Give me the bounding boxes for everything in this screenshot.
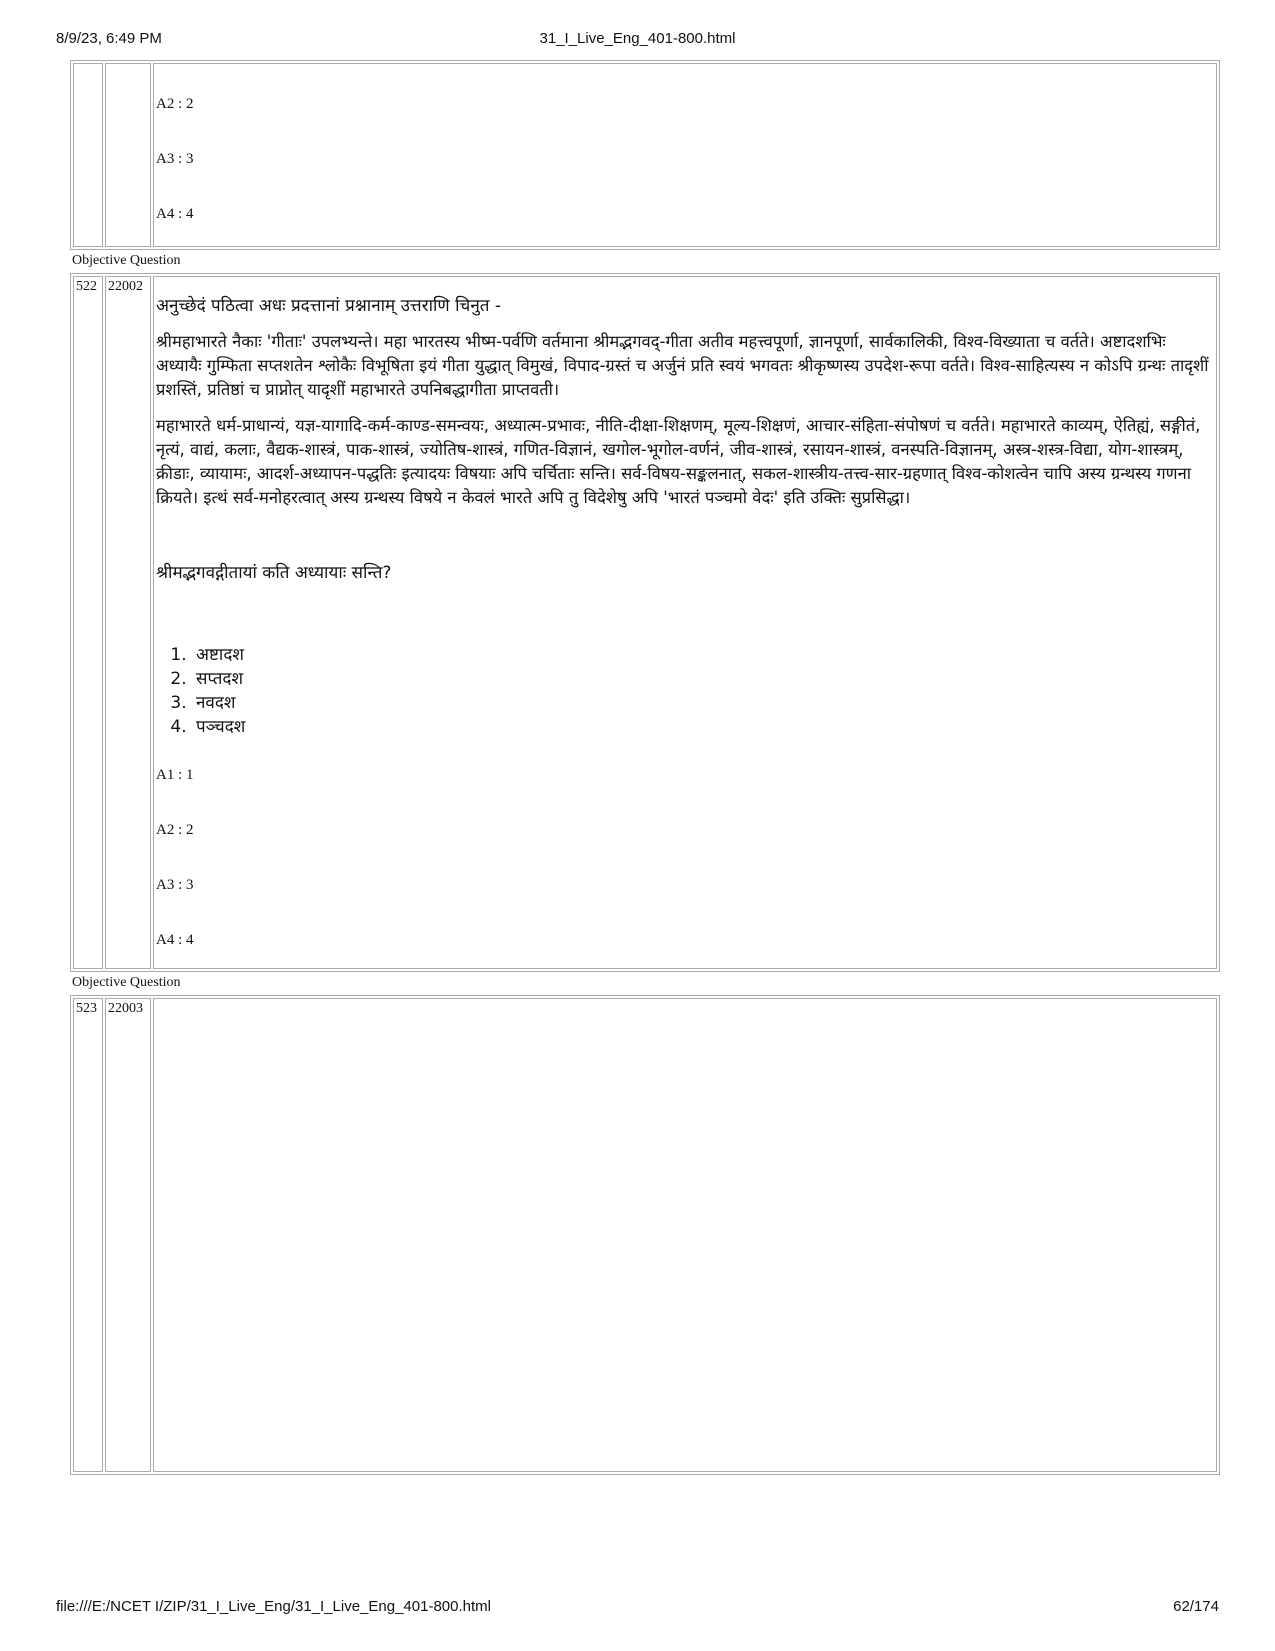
question-document — [70, 60, 1220, 1475]
print-datetime: 8/9/23, 6:49 PM — [56, 30, 162, 47]
question-content — [153, 998, 1217, 1472]
option-4: 4. पञ्चदश — [192, 715, 1214, 739]
question-522 — [70, 273, 1220, 972]
question-521-tail — [70, 60, 1220, 250]
question-id: 22002 — [105, 276, 151, 969]
answer-option-2: A2 : 2 — [156, 96, 194, 112]
passage-paragraph-2: महाभारते धर्म-प्राधान्यं, यज्ञ-यागादि-कर्म-काण्ड-समन्वयः, अध्यात्म-प्रभावः, नीति-दीक्षा-शिक्षणम्, मूल्य-शिक्षणं, आचार-संहिता-संपोषणं च वर्तते। महाभारते काव्यम्, ऐतिह्यं, सङ्गीतं, नृत्यं, वाद्यं, कलाः, वैद्यक-शास्त्रं, पाक-शास्त्रं, ज्योतिष-शास्त्रं, गणित-विज्ञानं, खगोल-भूगोल-वर्णनं, जीव-शास्त्रं, रसायन-शास्त्रं, वनस्पति-विज्ञानम्, अस्त्र-शस्त्र-विद्या, योग-शास्त्रम्, क्रीडाः, व्यायामः, आदर्श-अध्यापन-पद्धतिः इत्यादयः विषयाः अपि चर्चिताः सन्ति। सर्व-विषय-सङ्कलनात्, सकल-शास्त्रीय-तत्त्व-सार-ग्रहणात् विश्व-कोशत्वेन चापि अस्य ग्रन्थस्य गणना क्रियते। इत्थं सर्व-मनोहरत्वात् अस्य ग्रन्थस्य विषये न केवलं भारते अपि तु विदेशेषु अपि 'भारतं पञ्चमो वेदः' इति उक्तिः सुप्रसिद्धा। — [156, 416, 1201, 507]
question-number: 523 — [73, 998, 103, 1472]
passage-paragraph-1: श्रीमहाभारते नैकाः 'गीताः' उपलभ्यन्ते। महा भारतस्य भीष्म-पर्वणि वर्तमाना श्रीमद्भगवद्-गीता अतीव महत्त्वपूर्णा, ज्ञानपूर्णा, सार्वकालिकी, विश्व-विख्याता च वर्तते। अष्टादशभिः अध्यायैः गुम्फिता सप्तशतेन श्लोकैः विभूषिता इयं गीता युद्धात् विमुखं, विपाद-ग्रस्तं च अर्जुनं प्रति स्वयं भगवतः श्रीकृष्णस्य उपदेश-रूपा वर्तते। विश्व-साहित्यस्य न कोऽपि ग्रन्थः तादृशीं प्रशस्तिं, प्रतिष्ठां च प्राप्नोत् यादृशीं महाभारते उपनिबद्धागीता प्राप्तवती। — [156, 332, 1209, 399]
question-instruction: अनुच्छेदं पठित्वा अधः प्रदत्तानां प्रश्नानाम् उत्तराणि चिनुत - — [156, 296, 501, 316]
options-list — [156, 643, 1214, 739]
question-type-label: Objective Question — [72, 253, 181, 268]
answer-option-2: A2 : 2 — [156, 822, 194, 838]
option-3: 3. नवदश — [192, 691, 1214, 715]
question-id: 22003 — [105, 998, 151, 1472]
option-2: 2. सप्तदश — [192, 667, 1214, 691]
answer-option-3: A3 : 3 — [156, 877, 194, 893]
answer-option-1: A1 : 1 — [156, 767, 194, 783]
question-id-cell — [105, 63, 151, 247]
page-number: 62/174 — [1173, 1598, 1219, 1615]
print-header — [56, 30, 1219, 52]
question-number-cell — [73, 63, 103, 247]
answer-option-4: A4 : 4 — [156, 206, 194, 222]
question-type-label: Objective Question — [72, 975, 181, 990]
question-stem: श्रीमद्भगवद्गीतायां कति अध्यायाः सन्ति? — [156, 563, 392, 583]
question-number: 522 — [73, 276, 103, 969]
option-1: 1. अष्टादश — [192, 643, 1214, 667]
print-footer — [56, 1598, 1219, 1620]
question-523 — [70, 995, 1220, 1475]
question-content — [153, 63, 1217, 247]
answer-option-3: A3 : 3 — [156, 151, 194, 167]
question-content — [153, 276, 1217, 969]
file-path: file:///E:/NCET I/ZIP/31_I_Live_Eng/31_I_Live_Eng_401-800.html — [56, 1598, 491, 1615]
answer-option-4: A4 : 4 — [156, 932, 194, 948]
print-title: 31_I_Live_Eng_401-800.html — [539, 30, 736, 47]
